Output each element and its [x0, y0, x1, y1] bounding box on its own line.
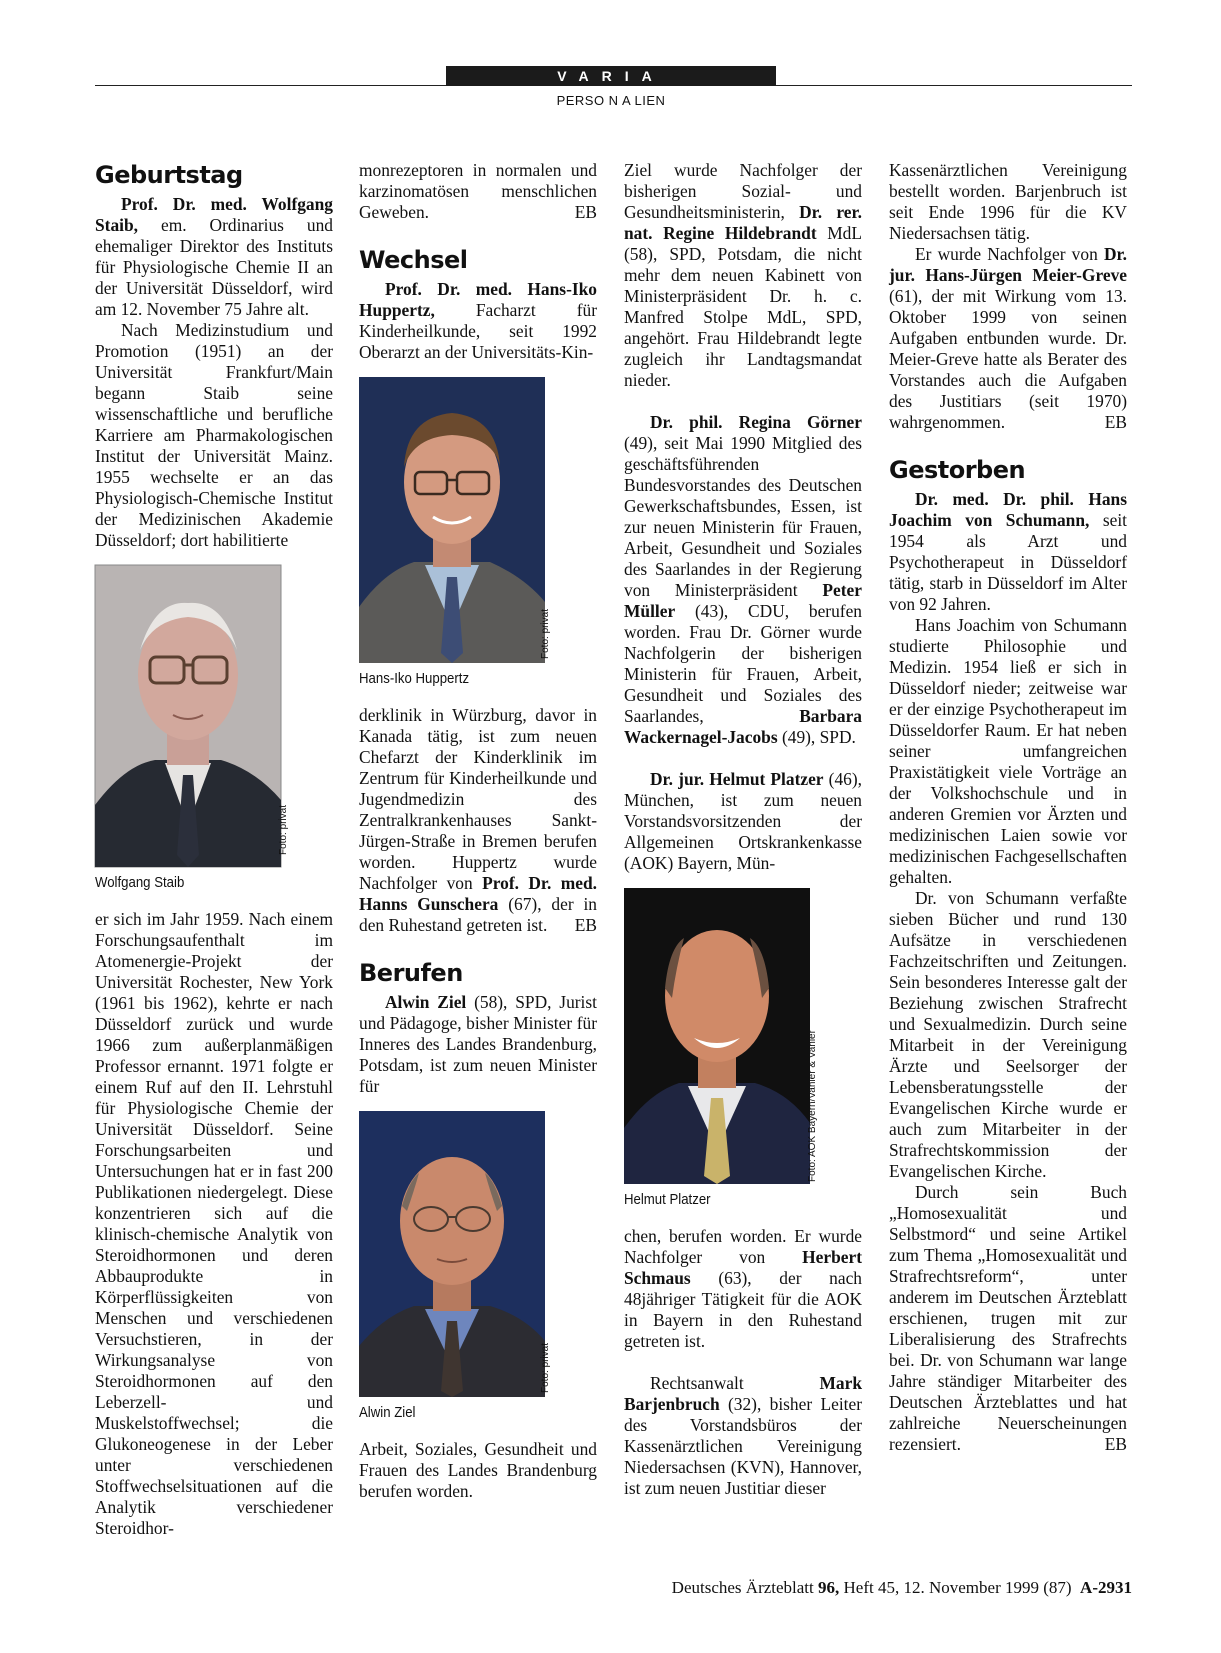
section-banner: VARIA — [446, 66, 776, 86]
paragraph: monrezeptoren in normalen und karzinomatösen menschlichen Geweben. EB — [359, 160, 597, 222]
paragraph: Dr. jur. Helmut Platzer (46), München, ist zum neuen Vorstandsvorsitzenden der Allgemeinen Ortskrankenkasse (AOK) Bayern, Mün- — [624, 769, 862, 873]
portrait-image — [359, 1111, 545, 1397]
page-number: A-2931 — [1080, 1578, 1132, 1597]
paragraph: Alwin Ziel (58), SPD, Jurist und Pädagoge, bisher Minister für Inneres des Landes Brandenburg, Potsdam, ist zum neuen Minister für — [359, 992, 597, 1096]
author-mark: EB — [1104, 412, 1127, 432]
page-footer — [672, 1578, 1132, 1598]
photo-caption: Alwin Ziel — [359, 1404, 416, 1421]
photo-wolfgang-staib — [95, 565, 289, 867]
heading-berufen: Berufen — [359, 959, 463, 987]
photo-helmut-platzer — [624, 888, 818, 1184]
subsection-label: PERSO N A LIEN — [556, 93, 666, 108]
journal-volume: 96, — [818, 1578, 840, 1597]
photo-hans-iko-huppertz — [359, 377, 551, 663]
journal-issue: Heft 45, 12. November 1999 (87) — [839, 1578, 1072, 1597]
paragraph: Durch sein Buch „Homosexualität und Selbstmord“ und seine Artikel zum Thema „Homosexualität und Strafrechtsreform“, unter anderem im Deutschen Ärzteblatt erschienen, trugen mit zur Liberalisierung des Strafrechts bei. Dr. von Schumann war lange Jahre ständiger Mitarbeiter des Deutschen Ärzteblattes und hat zahlreiche Neuerscheinungen rezensiert. EB — [889, 1182, 1127, 1454]
photo-caption: Hans-Iko Huppertz — [359, 670, 470, 687]
photo-credit: Foto: privat — [540, 608, 551, 659]
paragraph: Ziel wurde Nachfolger der bisherigen Sozial- und Gesundheitsministerin, Dr. rer. nat. Regine Hildebrandt MdL (58), SPD, Potsdam, die nicht mehr dem neuen Kabinett von Ministerpräsident Dr. h. c. Manfred Stolpe MdL, SPD, angehört. Frau Hildebrandt legte zugleich ihr Landtagsmandat nieder. — [624, 160, 862, 390]
column-3 — [624, 160, 862, 1499]
heading-wechsel: Wechsel — [359, 246, 468, 274]
paragraph: Dr. von Schumann verfaßte sieben Bücher und rund 130 Aufsätze in verschiedenen Fachzeitschriften und Zeitungen. Sein besonderes Interesse galt der Beziehung zwischen Strafrecht und Sexualmedizin. Durch seine Mitarbeit in der Vereinigung Ärzte und Seelsorger der Lebensberatungsstelle der Evangelischen Kirche wurde er auch zum Mitarbeiter in der Strafrechtskommission der Evangelischen Kirche. — [889, 888, 1127, 1181]
portrait-image — [95, 565, 281, 867]
paragraph: Dr. phil. Regina Görner (49), seit Mai 1990 Mitglied des geschäftsführenden Bundesvorstandes des Deutschen Gewerkschaftsbundes, Essen, ist zur neuen Ministerin für Frauen, Arbeit, Gesundheit und Soziales des Saarlandes in der Regierung von Ministerpräsident Peter Müller (43), CDU, berufen worden. Frau Dr. Görner wurde Nachfolgerin der bisherigen Ministerin für Frauen, Arbeit, Gesundheit und Soziales des Saarlandes, Barbara Wackernagel-Jacobs (49), SPD. — [624, 412, 862, 747]
author-mark: EB — [1104, 1434, 1127, 1454]
column-2 — [359, 160, 597, 1502]
paragraph: Dr. med. Dr. phil. Hans Joachim von Schumann, seit 1954 als Arzt und Psychotherapeut in Düsseldorf tätig, starb in Düsseldorf im Alter von 92 Jahren. — [889, 489, 1127, 614]
paragraph: derklinik in Würzburg, davor in Kanada tätig, ist zum neuen Chefarzt der Kinderklinik im Zentrum für Kinderheilkunde und Jugendmedizin des Zentralkrankenhauses Sankt-Jürgen-Straße in Bremen berufen worden. Huppertz wurde Nachfolger von Prof. Dr. med. Hanns Gunschera (67), der in den Ruhestand getreten ist. EB — [359, 705, 597, 935]
paragraph: Nach Medizinstudium und Promotion (1951) an der Universität Frankfurt/Main begann Staib seine wissenschaftliche und berufliche Karriere am Pharmakologischen Institut der Universität Mainz. 1955 wechselte er an das Physiologisch-Chemische Institut der Medizinischen Akademie Düsseldorf; dort habilitierte — [95, 320, 333, 550]
column-4 — [889, 160, 1127, 1455]
author-mark: EB — [574, 202, 597, 222]
paragraph: Hans Joachim von Schumann studierte Philosophie und Medizin. 1954 ließ er sich in Düsseldorf nieder; zeitweise war er der einzige Psychotherapeut im Düsseldorfer Raum. Er hat neben seiner umfangreichen Praxistätigkeit viele Vorträge an der Volkshochschule und in anderen Gremien vor Ärzten und medizinischen Laien sowie vor medizinischen Fachgesellschaften gehalten. — [889, 615, 1127, 887]
paragraph: Prof. Dr. med. Wolfgang Staib, em. Ordinarius und ehemaliger Direktor des Instituts für Physiologische Chemie II an der Universität Düsseldorf, wird am 12. November 75 Jahre alt. — [95, 194, 333, 319]
column-1 — [95, 160, 333, 1539]
photo-caption: Wolfgang Staib — [95, 874, 185, 891]
paragraph: chen, berufen worden. Er wurde Nachfolger von Herbert Schmaus (63), der nach 48jähriger Tätigkeit für die AOK in Bayern in den Ruhestand getreten ist. — [624, 1226, 862, 1351]
paragraph: Kassenärztlichen Vereinigung bestellt worden. Barjenbruch ist seit Ende 1996 für die KV Niedersachsen tätig. — [889, 160, 1127, 243]
paragraph: Prof. Dr. med. Hans-Iko Huppertz, Facharzt für Kinderheilkunde, seit 1992 Oberarzt an der Universitäts-Kin- — [359, 279, 597, 362]
heading-gestorben: Gestorben — [889, 456, 1026, 484]
journal-name: Deutsches Ärzteblatt — [671, 1578, 814, 1597]
portrait-image — [624, 888, 810, 1184]
photo-credit: Foto: AOK Bayern/Vahler & Vahler — [807, 1030, 818, 1182]
author-mark: EB — [574, 915, 597, 935]
paragraph: Arbeit, Soziales, Gesundheit und Frauen des Landes Brandenburg berufen worden. — [359, 1439, 597, 1501]
photo-caption: Helmut Platzer — [624, 1191, 711, 1208]
paragraph: er sich im Jahr 1959. Nach einem Forschungsaufenthalt im Atomenergie-Projekt der Universität Rochester, New York (1961 bis 1962), kehrte er nach Düsseldorf zurück und wurde 1966 zum außerplanmäßigen Professor ernannt. 1971 folgte er einem Ruf auf den II. Lehrstuhl für Physiologische Chemie der Universität Düsseldorf. Seine Forschungsarbeiten und Untersuchungen hat er in fast 200 Publikationen niedergelegt. Diese konzentrieren sich auf die klinisch-chemische Analytik von Steroidhormonen und deren Abbauprodukte in Körperflüssigkeiten von Menschen und verschiedenen Versuchstieren, in der Wirkungsanalyse von Steroidhormonen auf den Leberzell- und Muskelstoffwechsel; die Glukoneogenese in der Leber unter verschiedenen Stoffwechselsituationen auf die Analytik verschiedener Steroidhor- — [95, 909, 333, 1538]
paragraph: Er wurde Nachfolger von Dr. jur. Hans-Jürgen Meier-Greve (61), der mit Wirkung vom 13. Oktober 1999 von seinen Aufgaben entbunden wurde. Dr. Meier-Greve hatte als Berater des Vorstandes auch die Aufgaben des Justitiars (seit 1970) wahrgenommen. EB — [889, 244, 1127, 432]
photo-credit: Foto: privat — [278, 804, 289, 855]
heading-geburtstag: Geburtstag — [95, 161, 243, 189]
portrait-image — [359, 377, 545, 663]
photo-credit: Foto: privat — [540, 1342, 551, 1393]
paragraph: Rechtsanwalt Mark Barjenbruch (32), bisher Leiter des Vorstandsbüros der Kassenärztlichen Vereinigung Niedersachsen (KVN), Hannover, ist zum neuen Justitiar dieser — [624, 1373, 862, 1498]
photo-alwin-ziel — [359, 1111, 551, 1397]
